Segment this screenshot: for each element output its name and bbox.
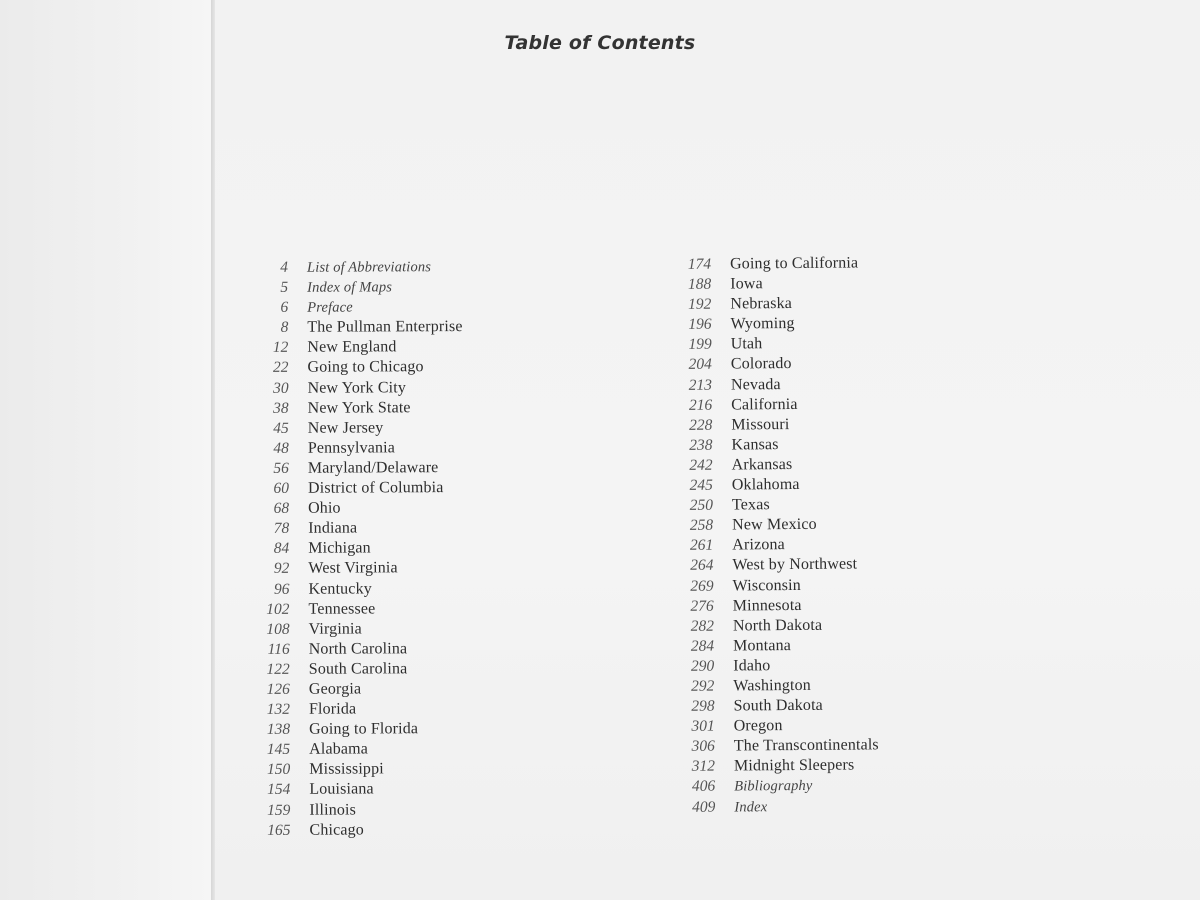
toc-page-number: 4: [280, 258, 289, 276]
toc-entry-title: Midnight Sleepers: [733, 756, 855, 775]
toc-entry: [244, 821, 464, 842]
left-page: [0, 0, 213, 900]
toc-page-number: 276: [690, 597, 714, 615]
toc-entry: [667, 556, 877, 578]
toc-page-number: 159: [267, 801, 291, 819]
toc-entry-title: Oregon: [733, 717, 783, 735]
toc-entry-title: West by Northwest: [732, 555, 858, 574]
toc-entry-title: North Dakota: [732, 616, 823, 635]
toc-entry: [243, 499, 463, 520]
toc-page-number: 204: [688, 356, 712, 374]
toc-entry: [242, 338, 462, 359]
toc-entry: [668, 596, 878, 618]
toc-column-left: [242, 258, 465, 842]
toc-entry-title: Ohio: [308, 499, 341, 517]
toc-entry-title: Illinois: [309, 801, 356, 819]
toc-entry-title: Louisiana: [309, 780, 374, 799]
toc-entry-title: Mississippi: [309, 760, 384, 779]
toc-page-number: 298: [691, 697, 715, 715]
toc-entry: [669, 777, 879, 799]
toc-page-number: 292: [691, 677, 715, 695]
toc-page-number: 150: [266, 761, 291, 779]
toc-title: Table of Contents: [504, 32, 696, 54]
toc-entry-title: Index: [734, 798, 768, 816]
toc-entry: [244, 700, 464, 721]
toc-page-number: 8: [280, 319, 289, 337]
toc-entry: [243, 539, 463, 560]
toc-entry: [668, 636, 878, 658]
toc-page-number: 245: [689, 476, 713, 494]
toc-entry-title: Georgia: [308, 680, 362, 698]
toc-page-number: 406: [691, 778, 716, 796]
toc-entry-title: Minnesota: [732, 596, 802, 615]
toc-entry: [666, 395, 876, 417]
toc-entry: [244, 660, 464, 681]
toc-entry-title: New Mexico: [732, 516, 817, 534]
toc-entry: [244, 780, 464, 801]
toc-entry: [666, 355, 876, 377]
toc-page-number: 174: [687, 255, 712, 273]
toc-entry-title: Pennsylvania: [307, 439, 395, 457]
toc-page-number: 213: [688, 376, 713, 394]
toc-entry-title: South Carolina: [308, 660, 408, 678]
toc-entry-title: Florida: [308, 700, 357, 718]
toc-page-number: 192: [688, 295, 712, 314]
toc-entry-title: List of Abbreviations: [307, 259, 432, 276]
toc-entry: [244, 801, 464, 822]
toc-page-number: 68: [273, 499, 290, 517]
toc-entry-title: New England: [307, 338, 397, 357]
toc-entry: [668, 616, 878, 638]
toc-entry-title: Utah: [730, 335, 763, 353]
toc-entry: [668, 656, 878, 678]
toc-column-right: [665, 254, 879, 818]
toc-entry-title: Colorado: [730, 355, 792, 373]
toc-page-number: 56: [273, 459, 289, 477]
toc-entry-title: South Dakota: [733, 696, 823, 715]
toc-entry-title: Arizona: [732, 536, 785, 554]
toc-entry-title: Nebraska: [730, 295, 793, 313]
toc-entry-title: Washington: [733, 676, 811, 695]
toc-entry: [669, 797, 879, 819]
toc-entry: [244, 680, 464, 701]
toc-entry-title: Indiana: [308, 519, 358, 537]
toc-entry-title: Iowa: [730, 275, 763, 293]
toc-page-number: 264: [690, 557, 714, 575]
toc-entry-title: Going to Chicago: [307, 358, 424, 377]
toc-page-number: 145: [266, 741, 291, 759]
toc-page-number: 108: [266, 620, 290, 638]
toc-entry: [667, 475, 877, 497]
toc-page-number: 22: [272, 359, 289, 377]
toc-entry-title: Kansas: [731, 435, 779, 454]
toc-page-number: 188: [687, 275, 712, 293]
toc-page-number: 102: [266, 600, 290, 618]
toc-page-number: 126: [266, 680, 290, 698]
toc-entry: [668, 696, 878, 718]
toc-entry: [665, 315, 875, 337]
toc-entry: [668, 676, 878, 698]
toc-entry-title: Nevada: [730, 375, 781, 394]
toc-page-number: 312: [691, 757, 716, 776]
toc-entry: [243, 379, 463, 400]
toc-entry-title: Missouri: [731, 415, 790, 434]
toc-page-number: 261: [689, 536, 714, 555]
toc-entry: [669, 757, 879, 779]
toc-entry-title: California: [731, 395, 798, 414]
toc-page-number: 242: [689, 456, 713, 474]
toc-entry: [244, 760, 464, 781]
toc-entry: [667, 536, 877, 558]
toc-entry: [667, 495, 877, 517]
toc-entry: [667, 455, 877, 477]
toc-entry-title: The Pullman Enterprise: [307, 318, 463, 336]
toc-entry-title: Montana: [732, 636, 792, 655]
toc-page-number: 216: [688, 396, 713, 414]
toc-page-number: 154: [267, 781, 291, 799]
toc-entry-title: The Transcontinentals: [733, 736, 879, 755]
toc-entry: [665, 295, 875, 317]
toc-page-number: 269: [690, 577, 714, 595]
toc-entry: [242, 318, 462, 339]
toc-entry-title: Bibliography: [734, 778, 813, 795]
toc-entry-title: Arkansas: [731, 455, 793, 474]
toc-entry: [243, 459, 463, 480]
toc-entry-title: Chicago: [309, 821, 364, 839]
toc-entry-title: Tennessee: [308, 600, 376, 618]
toc-page-number: 138: [266, 720, 291, 739]
toc-entry-title: Wisconsin: [732, 576, 801, 594]
toc-page-number: 6: [280, 298, 289, 317]
toc-entry: [669, 716, 879, 738]
toc-entry: [244, 640, 464, 661]
toc-entry: [666, 375, 876, 397]
toc-page-number: 196: [688, 315, 712, 334]
toc-entry-title: New York City: [307, 378, 407, 397]
toc-page-number: 132: [266, 700, 291, 718]
toc-entry-title: North Carolina: [308, 640, 408, 658]
toc-page-number: 92: [273, 560, 290, 578]
toc-page-number: 38: [273, 399, 289, 417]
toc-entry: [243, 479, 463, 500]
toc-entry: [667, 516, 877, 538]
toc-entry-title: Kentucky: [308, 579, 372, 598]
toc-page-number: 12: [272, 339, 289, 357]
toc-entry: [242, 298, 462, 319]
toc-entry: [242, 278, 462, 299]
toc-entry: [243, 580, 463, 601]
toc-entry: [666, 335, 876, 357]
toc-entry-title: New Jersey: [307, 419, 384, 437]
toc-page-number: 306: [691, 737, 715, 756]
toc-entry-title: New York State: [307, 398, 411, 417]
toc-page-number: 250: [689, 496, 714, 514]
toc-entry: [665, 254, 875, 276]
toc-page-number: 238: [689, 436, 713, 454]
toc-entry-title: Going to Florida: [309, 720, 419, 738]
toc-entry-title: Virginia: [308, 620, 362, 638]
toc-entry: [666, 415, 876, 437]
toc-page-number: 409: [692, 798, 716, 816]
toc-page-number: 165: [267, 821, 291, 839]
toc-entry: [242, 258, 462, 279]
toc-entry-title: District of Columbia: [307, 479, 444, 497]
toc-entry: [243, 559, 463, 580]
toc-page-number: 282: [690, 617, 714, 635]
toc-entry-title: Index of Maps: [307, 279, 393, 296]
toc-entry-title: Maryland/Delaware: [307, 459, 439, 477]
toc-page-number: 96: [273, 580, 290, 598]
toc-page-number: 122: [266, 660, 290, 678]
toc-page-number: 78: [273, 520, 290, 538]
toc-page-number: 45: [273, 419, 289, 437]
toc-page-number: 199: [688, 336, 712, 354]
toc-page-number: 228: [689, 416, 713, 434]
toc-entry: [243, 600, 463, 621]
toc-entry: [243, 399, 463, 420]
toc-entry: [244, 740, 464, 761]
toc-entry-title: Oklahoma: [731, 475, 800, 494]
toc-entry: [242, 359, 462, 380]
toc-page-number: 290: [690, 657, 715, 675]
toc-page-number: 258: [689, 516, 714, 535]
toc-page-number: 301: [691, 717, 715, 735]
toc-entry-title: Texas: [731, 496, 770, 514]
toc-entry: [244, 720, 464, 741]
toc-entry: [669, 737, 879, 759]
toc-page-number: 5: [280, 278, 289, 296]
toc-entry: [668, 576, 878, 598]
toc-entry-title: Preface: [307, 299, 353, 316]
toc-entry: [665, 274, 875, 296]
toc-entry: [244, 620, 464, 641]
toc-entry-title: Going to California: [729, 254, 859, 273]
toc-entry: [243, 439, 463, 460]
toc-entry-title: Michigan: [308, 539, 371, 558]
toc-page-number: 60: [273, 479, 290, 497]
toc-entry-title: West Virginia: [308, 559, 398, 578]
toc-entry-title: Idaho: [733, 657, 771, 675]
toc-page-number: 116: [267, 640, 290, 658]
toc-entry: [243, 519, 463, 540]
toc-entry: [243, 419, 463, 440]
toc-page-number: 48: [273, 439, 289, 457]
toc-page-number: 30: [273, 379, 289, 397]
toc-page-number: 84: [273, 540, 290, 558]
toc-entry-title: Alabama: [309, 740, 368, 758]
toc-entry-title: Wyoming: [730, 315, 795, 333]
toc-entry: [666, 435, 876, 457]
toc-page-number: 284: [690, 637, 715, 655]
